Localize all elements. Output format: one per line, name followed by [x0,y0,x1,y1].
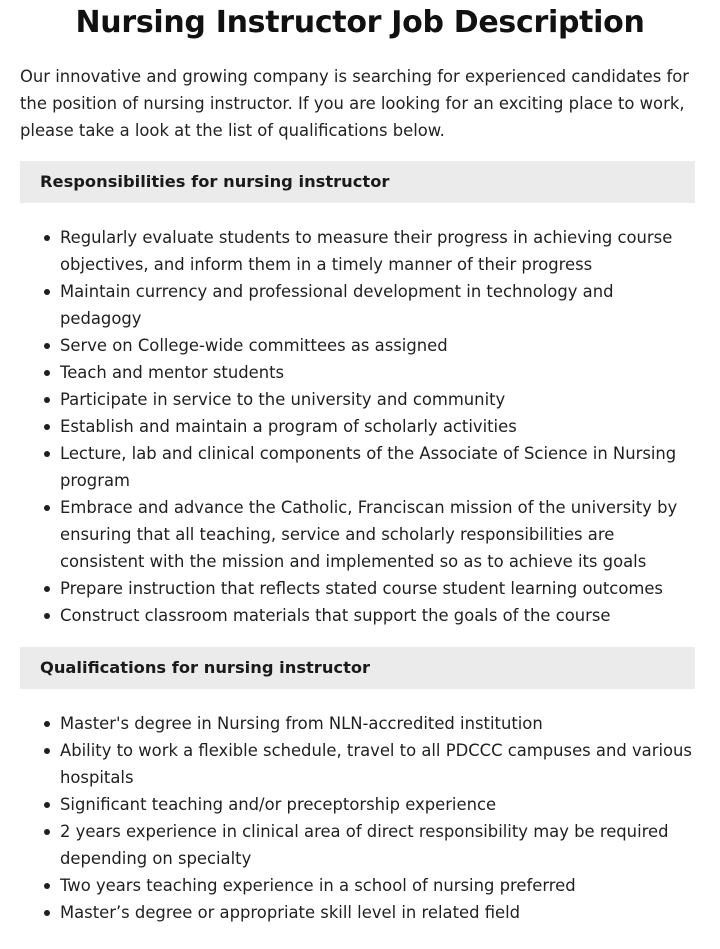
list-item [60,899,692,926]
list-item [60,818,692,872]
list-item-text: Regularly evaluate students to measure their progress in achieving course objectives, and inform them in a timely manner of their progress [60,228,673,274]
list-item [60,602,692,629]
bullet-icon [44,397,50,403]
list-item [60,791,692,818]
list-item [60,710,692,737]
list-item-text: Participate in service to the university and community [60,390,506,409]
list-item [60,332,692,359]
bullet-icon [44,802,50,808]
responsibilities-list [0,224,720,629]
bullet-icon [44,883,50,889]
bullet-icon [44,235,50,241]
list-item-text: Construct classroom materials that support the goals of the course [60,606,611,625]
list-item-text: Serve on College-wide committees as assigned [60,336,448,355]
qualifications-list [0,710,720,926]
list-item [60,413,692,440]
list-item [60,440,692,494]
list-item-text: Master’s degree or appropriate skill level in related field [60,903,521,922]
list-item-text: Ability to work a flexible schedule, travel to all PDCCC campuses and various hospitals [60,741,692,787]
responsibilities-heading: Responsibilities for nursing instructor [20,161,695,203]
list-item-text: 2 years experience in clinical area of direct responsibility may be required depending on specialty [60,822,669,868]
bullet-icon [44,289,50,295]
bullet-icon [44,505,50,511]
list-item [60,359,692,386]
bullet-icon [44,829,50,835]
list-item-text: Teach and mentor students [60,363,285,382]
bullet-icon [44,424,50,430]
bullet-icon [44,343,50,349]
bullet-icon [44,451,50,457]
list-item-text: Significant teaching and/or preceptorship experience [60,795,497,814]
list-item [60,494,692,575]
list-item-text: Establish and maintain a program of scholarly activities [60,417,517,436]
page-title: Nursing Instructor Job Description [75,5,645,40]
list-item-text: Two years teaching experience in a school of nursing preferred [60,876,576,895]
intro-paragraph: Our innovative and growing company is searching for experienced candidates for the position of nursing instructor. If you are looking for an exciting place to work, please take a look at the list of qualifications below. [20,67,690,140]
list-item [60,575,692,602]
list-item-text: Lecture, lab and clinical components of the Associate of Science in Nursing program [60,444,677,490]
bullet-icon [44,586,50,592]
list-item-text: Prepare instruction that reflects stated course student learning outcomes [60,579,663,598]
qualifications-heading: Qualifications for nursing instructor [20,647,695,689]
bullet-icon [44,721,50,727]
bullet-icon [44,910,50,916]
bullet-icon [44,370,50,376]
list-item [60,224,692,278]
bullet-icon [44,613,50,619]
list-item [60,386,692,413]
list-item [60,737,692,791]
list-item-text: Maintain currency and professional development in technology and pedagogy [60,282,614,328]
list-item-text: Master's degree in Nursing from NLN-accredited institution [60,714,543,733]
list-item-text: Embrace and advance the Catholic, Franciscan mission of the university by ensuring that all teaching, service and scholarly responsibilities are consistent with the mission and implemented so as to achieve its goals [60,498,678,571]
bullet-icon [44,748,50,754]
list-item [60,278,692,332]
list-item [60,872,692,899]
